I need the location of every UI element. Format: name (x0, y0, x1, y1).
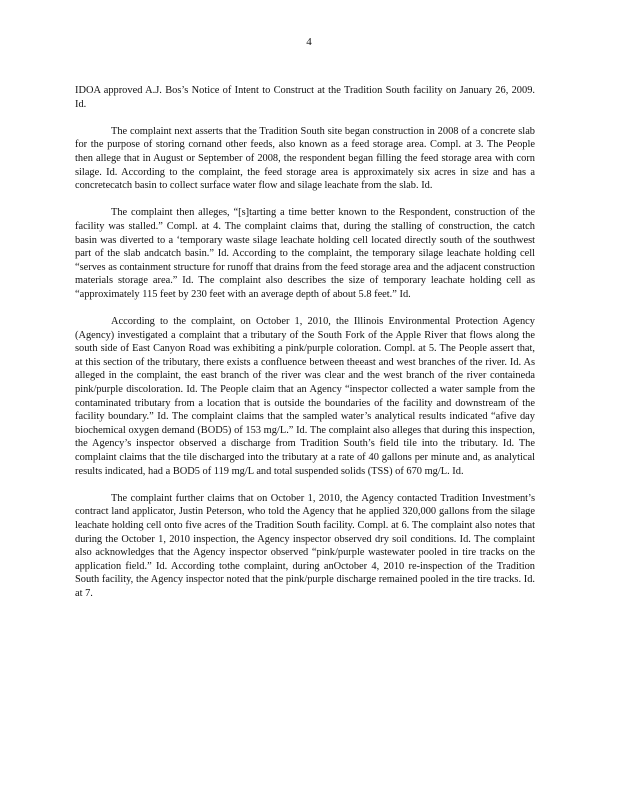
paragraph-agency-investigation: According to the complaint, on October 1, 2010, the Illinois Environmental Protection Agency (Agency) investigated a complaint that a tributary of the South Fork of the Apple River that flows along the south side of East Canyon Road was exhibiting a pink/purple coloration. Compl. at 5. The People assert that, at this section of the tributary, there exists a confluence between theeast and west branches of the river. Id. As alleged in the complaint, the east branch of the river was clear and the west branch of the river containeda pink/purple discoloration. Id. The People claim that an Agency “inspector collected a water sample from the contaminated tributary from a location that is outside the boundaries of the facility and downstream of the facility boundary.” Id. The complaint claims that the sampled water’s analytical results indicated “afive day biochemical oxygen demand (BOD5) of 153 mg/L.” Id. The complaint also alleges that during this inspection, the Agency’s inspector observed a discharge from Tradition South’s field tile into the tributary. Id. The complaint claims that the tile discharged into the tributary at a rate of 40 gallons per minute and, as analytical results indicated, had a BOD5 of 119 mg/L and total suspended solids (TSS) of 670 mg/L. Id. (75, 316, 535, 477)
paragraph-land-application: The complaint further claims that on October 1, 2010, the Agency contacted Tradition Investment’s contract land applicator, Justin Peterson, who told the Agency that he applied 320,000 gallons from the silage leachate holding cell onto five acres of the Tradition South facility. Compl. at 6. The complaint also notes that during the October 1, 2010 inspection, the Agency inspector observed dry soil conditions. Id. The complaint also acknowledges that the Agency inspector observed “pink/purple wastewater pooled in tire tracks on the application field.” Id. According tothe complaint, during anOctober 4, 2010 re-inspection of the Tradition South facility, the Agency inspector noted that the pink/purple discharge remained pooled in the tire tracks. Id. at 7. (75, 492, 535, 599)
document-body (75, 84, 535, 601)
paragraph-leachate-holding-cell: The complaint then alleges, “[s]tarting a time better known to the Respondent, construction of the facility was stalled.” Compl. at 4. The complaint claims that, during the stalling of construction, the catch basin was diverted to a ‘temporary waste silage leachate holding cell located directly south of the southwest part of the slab andcatch basin.” Id. According to the complaint, the temporary silage leachate holding cell “serves as containment structure for runoff that drains from the feed storage area and the adjacent construction materials storage area.” Id. The complaint also describes the size of temporary leachate holding cell as “approximately 115 feet by 230 feet with an average depth of about 5.8 feet.” Id. (75, 207, 535, 300)
paragraph-feed-storage-area: The complaint next asserts that the Tradition South site began construction in 2008 of a concrete slab for the purpose of storing cornand other feeds, also known as a feed storage area. Compl. at 3. The People then allege that in August or September of 2008, the respondent began filling the feed storage area with corn silage. Id. According to the complaint, the feed storage area is approximately six acres in size and has a concretecatch basin to collect surface water flow and silage leachate from the slab. Id. (75, 125, 535, 192)
page-number: 4 (306, 36, 312, 48)
paragraph-idoa-approval: IDOA approved A.J. Bos’s Notice of Intent to Construct at the Tradition South facility on January 26, 2009. Id. (75, 85, 535, 110)
